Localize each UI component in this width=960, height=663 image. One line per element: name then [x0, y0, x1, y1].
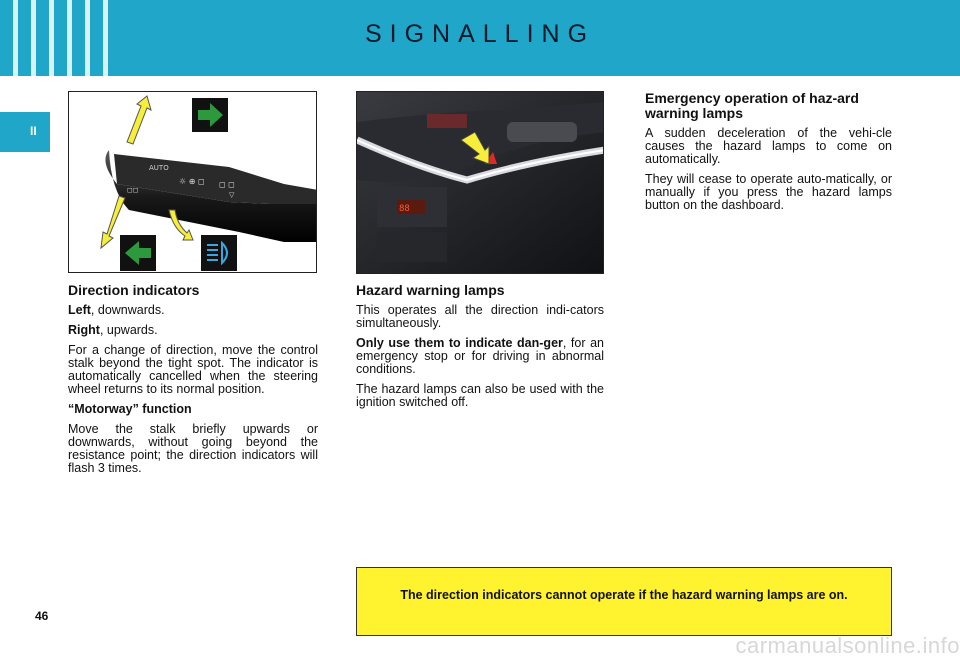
- page-number: 46: [35, 609, 49, 623]
- paragraph: A sudden deceleration of the vehi-cle causes the hazard lamps to come on automatically.: [645, 126, 892, 166]
- section-heading: Hazard warning lamps: [356, 282, 505, 298]
- subheading: “Motorway” function: [68, 402, 192, 416]
- section-tab: II: [0, 112, 50, 152]
- svg-text:▽: ▽: [229, 191, 235, 199]
- svg-text:88: 88: [399, 204, 410, 214]
- svg-text:☼ ⊕ ◻: ☼ ⊕ ◻: [179, 177, 205, 186]
- green-arrow-left-icon: [120, 235, 156, 271]
- text: , upwards.: [99, 323, 158, 337]
- warning-note: The direction indicators cannot operate if the hazard warning lamps are on.: [356, 567, 892, 636]
- text: , downwards.: [90, 303, 165, 317]
- bold-term: Left: [68, 303, 91, 317]
- section-heading: Emergency operation of haz-ard warning lamps: [645, 90, 859, 121]
- headlamp-icon: [201, 235, 237, 271]
- watermark: carmanualsonline.info: [735, 633, 960, 658]
- svg-text:◻◻: ◻◻: [127, 186, 139, 194]
- svg-text:◻ ◻: ◻ ◻: [219, 180, 235, 189]
- paragraph: [68, 304, 318, 317]
- stalk-illustration: [68, 91, 317, 273]
- paragraph: [356, 337, 604, 376]
- green-arrow-right-icon: [192, 98, 228, 132]
- header-bar: [0, 0, 960, 76]
- text: , for an emergency stop or for driving in abnormal conditions.: [356, 336, 604, 376]
- paragraph: The hazard lamps can also be used with the ignition switched off.: [356, 382, 604, 409]
- page-title: SIGNALLING: [364, 20, 596, 48]
- section-heading: Direction indicators: [68, 282, 200, 298]
- bold-term: Right: [68, 323, 100, 337]
- paragraph: Move the stalk briefly upwards or downwards, without going beyond the resistance point; the direction indicators will flash 3 times.: [68, 422, 318, 475]
- emergency-operation-section: [645, 91, 892, 219]
- paragraph: This operates all the direction indi-cators simultaneously.: [356, 303, 604, 330]
- up-arrow-icon: [127, 96, 151, 144]
- paragraph: They will cease to operate auto-matically, or manually if you press the hazard lamps button on the dashboard.: [645, 172, 892, 212]
- paragraph: For a change of direction, move the control stalk beyond the tight spot. The indicator is automatically cancelled when the steering wheel returns to its normal position.: [68, 343, 318, 396]
- direction-indicators-section: [68, 283, 318, 482]
- dashboard-photo: [356, 91, 604, 274]
- bold-term: Only use them to indicate dan-ger: [356, 336, 563, 350]
- hazard-warning-section: [356, 283, 604, 416]
- paragraph: [68, 324, 318, 337]
- svg-text:AUTO: AUTO: [149, 164, 169, 172]
